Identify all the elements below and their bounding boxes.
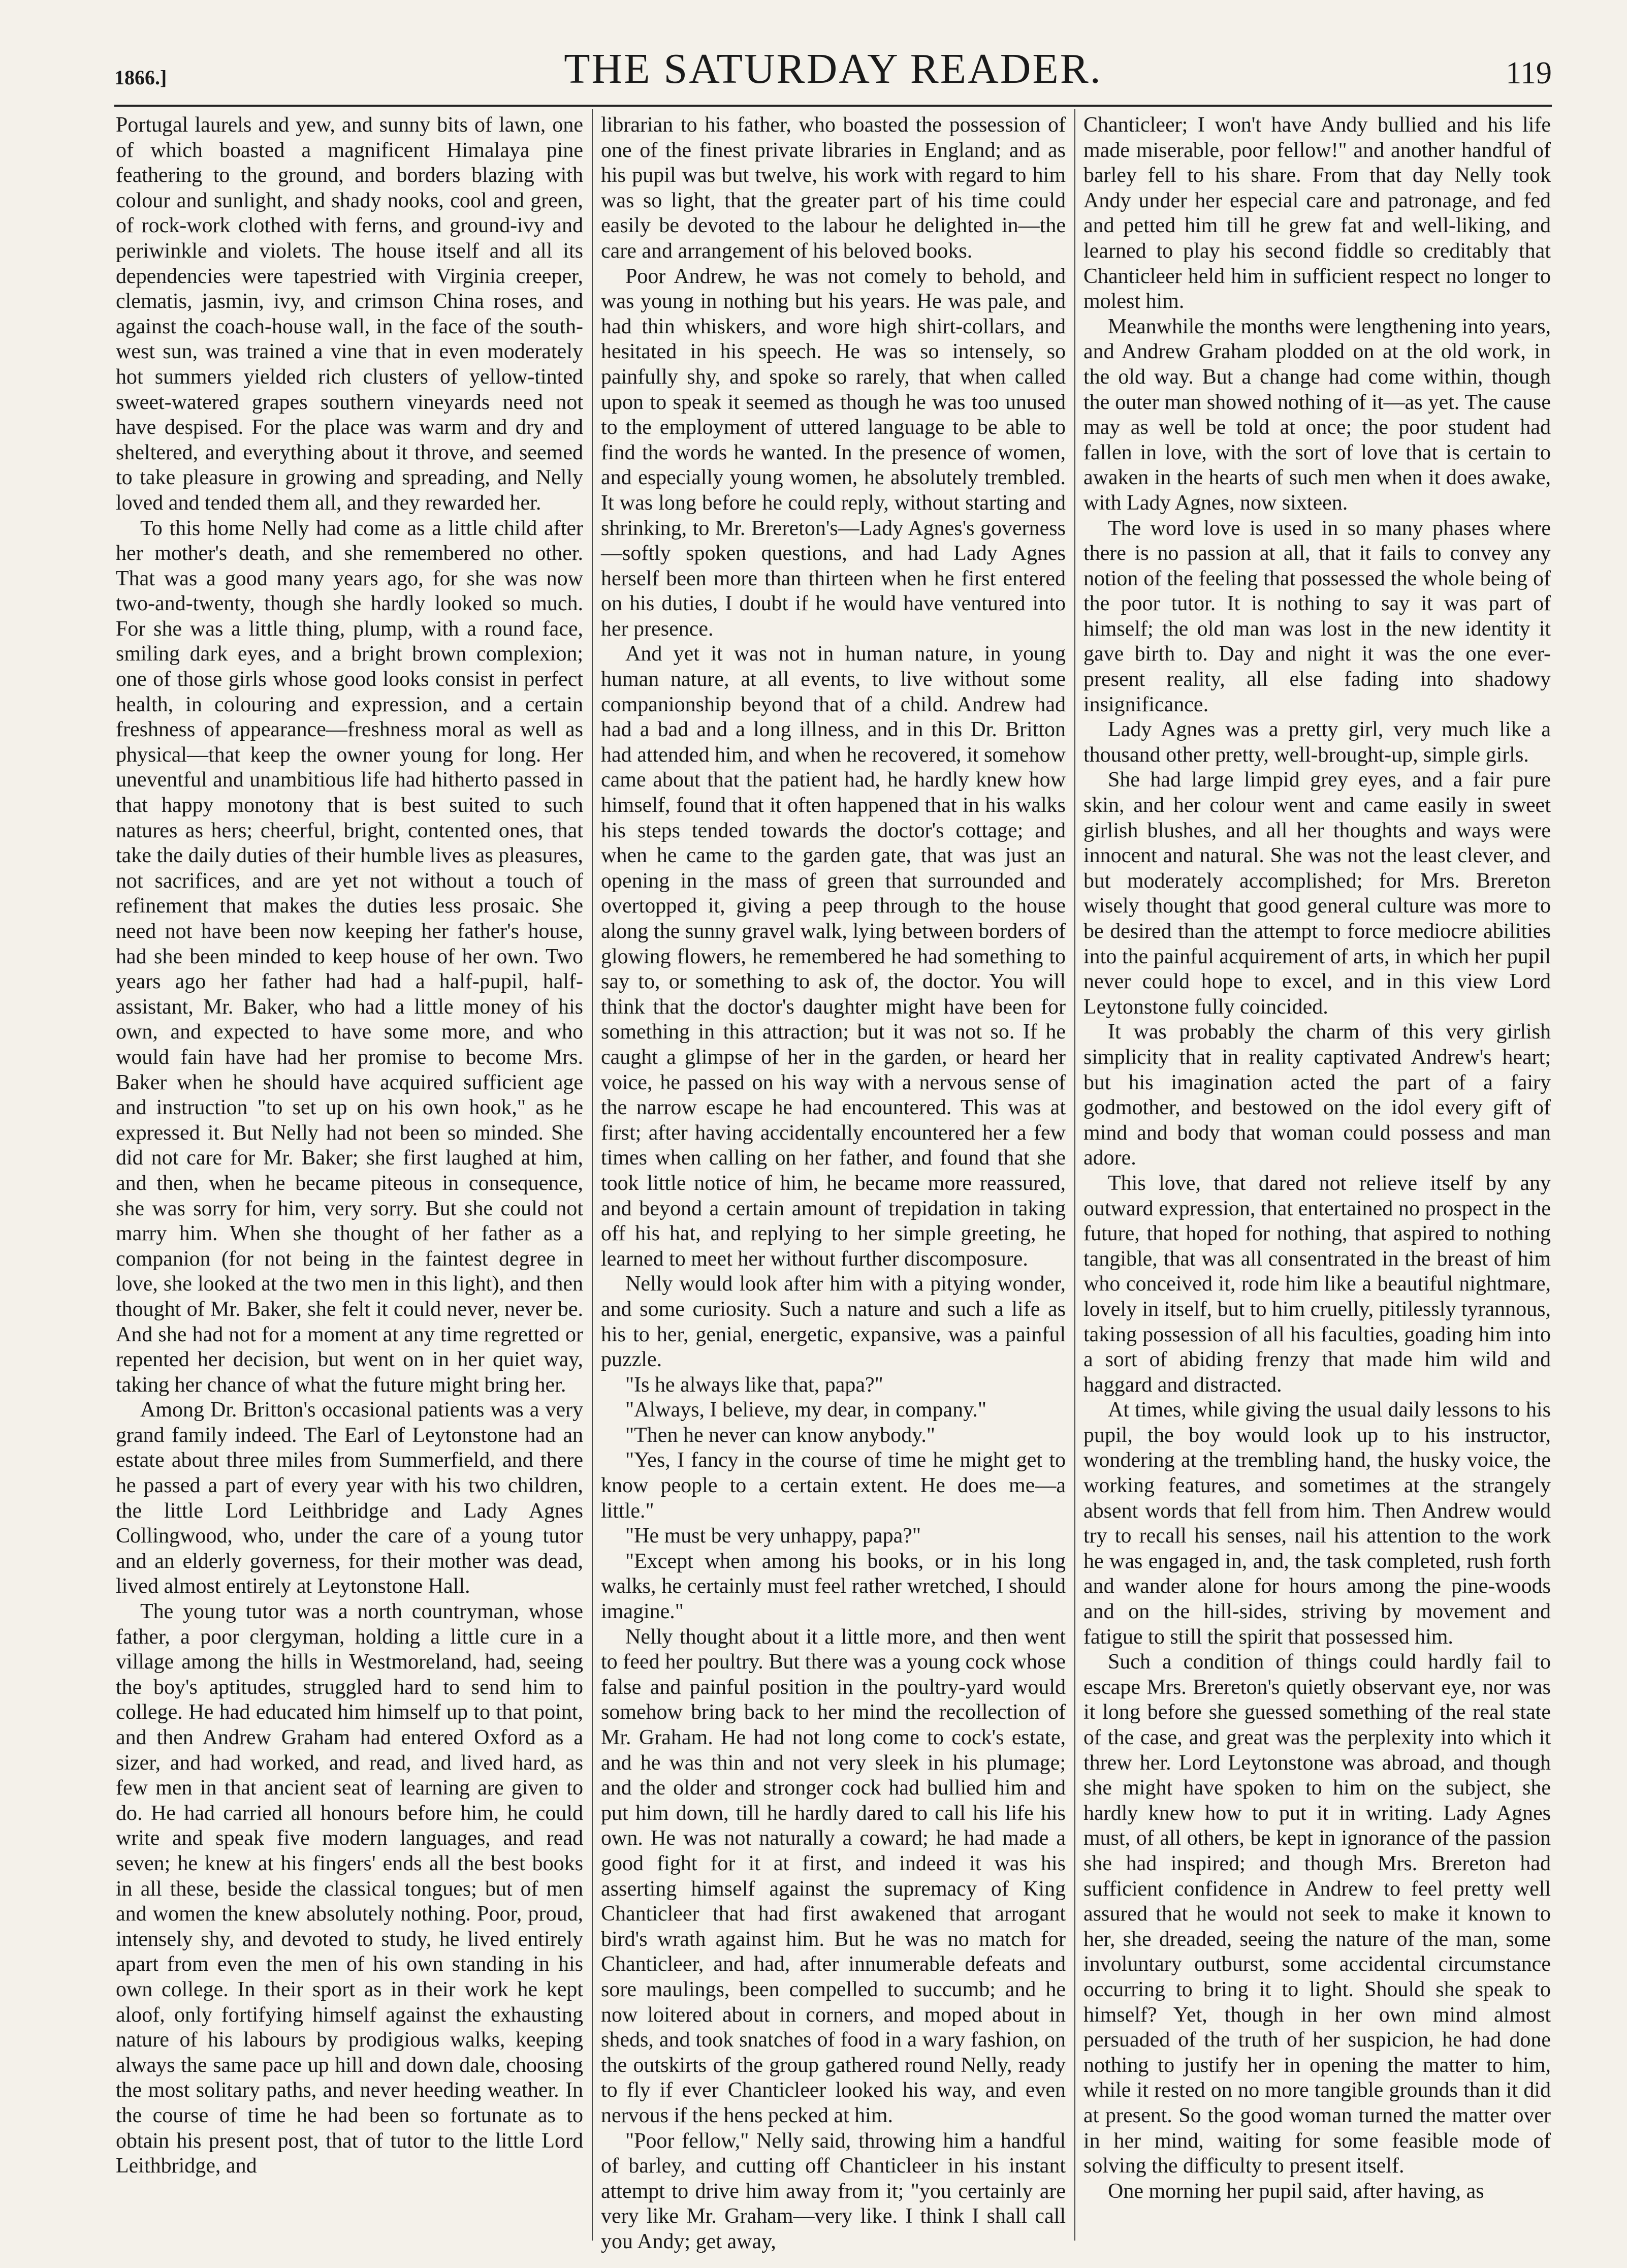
paragraph: Chanticleer; I won't have Andy bullied and his life made miserable, poor fellow!" and another handful of barley fell to his share. From that day Nelly took Andy under her especial care and patronage, and fed and petted him till he grew fat and well-liking, and learned to play his second fiddle so creditably that Chanticleer held him in sufficient respect no longer to molest him. xyxy=(1083,113,1551,313)
paragraph: Nelly would look after him with a pitying wonder, and some curiosity. Such a nature and such a life as his to her, genial, energetic, expansive, was a painful puzzle. xyxy=(601,1272,1066,1372)
paragraph: "Poor fellow," Nelly said, throwing him a handful of barley, and cutting off Chanticleer in his instant attempt to drive him away from it; "you certainly are very like Mr. Graham—very like. I think I shall call you Andy; get away, xyxy=(601,2129,1066,2253)
paragraph: It was probably the charm of this very girlish simplicity that in reality captivated Andrew's heart; but his imagination acted the part of a fairy godmother, and bestowed on the idol every gift of mind and body that woman could possess and man adore. xyxy=(1083,1020,1551,1170)
paragraph: This love, that dared not relieve itself by any outward expression, that entertained no prospect in the future, that hoped for nothing, that aspired to nothing tangible, that was all consentrated in the breast of him who conceived it, rode him like a beautiful nightmare, lovely in itself, but to him cruelly, pitilessly tyrannous, taking possession of all his faculties, goading him into a sort of abiding frenzy that made him wild and haggard and distracted. xyxy=(1083,1171,1551,1397)
paragraph: Nelly thought about it a little more, and then went to feed her poultry. But there was a young cock whose false and painful position in the poultry-yard would somehow bring back to her mind the recollection of Mr. Graham. He had not long come to cock's estate, and he was thin and not very sleek in his plumage; and the older and stronger cock had bullied him and put him down, till he hardly dared to call his life his own. He was not naturally a coward; he had made a good fight for it at first, and indeed it was his asserting himself against the supremacy of King Chanticleer that had first awakened that arrogant bird's wrath against him. But he was no match for Chanticleer, and had, after innumerable defeats and sore maulings, been compelled to succumb; and he now loitered about in corners, and moped about in sheds, and took snatches of food in a wary fashion, on the outskirts of the group gathered round Nelly, ready to fly if ever Chanticleer looked his way, and even nervous if the hens pecked at him. xyxy=(601,1625,1066,2127)
dialogue-line: "He must be very unhappy, papa?" xyxy=(625,1524,921,1548)
column-divider xyxy=(1074,109,1075,2241)
text-column-1 xyxy=(116,113,583,2236)
column-divider xyxy=(592,109,593,2241)
dialogue-line: "Always, I believe, my dear, in company." xyxy=(625,1398,987,1422)
paragraph: The young tutor was a north countryman, whose father, a poor clergyman, holding a little cure in a village among the hills in Westmoreland, had, seeing the boy's aptitudes, struggled hard to send him to college. He had educated him himself up to that point, and then Andrew Graham had entered Oxford as a sizer, and had worked, and read, and lived hard, as few men in that ancient seat of learning are given to do. He had carried all honours before him, he could write and speak five modern languages, and read seven; he knew at his fingers' ends all the best books in all these, beside the classical tongues; but of men and women the knew absolutely nothing. Poor, proud, intensely shy, and devoted to study, he lived entirely apart from even the men of his own standing in his own college. In their sport as in their work he kept aloof, only fortifying himself against the exhausting nature of his labours by prodigious walks, keeping always the same pace up hill and down dale, choosing the most solitary paths, and never heeding weather. In the course of time he had been so fortunate as to obtain his present post, that of tutor to the little Lord Leithbridge, and xyxy=(116,1600,583,2178)
paragraph: Portugal laurels and yew, and sunny bits of lawn, one of which boasted a magnificent Himalaya pine feathering to the ground, and borders blazing with colour and sunlight, and shady nooks, cool and green, of rock-work clothed with ferns, and ground-ivy and periwinkle and violets. The house itself and all its dependencies were tapestried with Virginia creeper, clematis, jasmin, ivy, and crimson China roses, and against the coach-house wall, in the face of the south-west sun, was trained a vine that in even moderately hot summers yielded rich clusters of yellow-tinted sweet-watered grapes southern vineyards need not have despised. For the place was warm and dry and sheltered, and everything about it throve, and seemed to take pleasure in growing and spreading, and Nelly loved and tended them all, and they rewarded her. xyxy=(116,113,583,515)
text-column-2 xyxy=(601,113,1066,2253)
paragraph: Among Dr. Britton's occasional patients was a very grand family indeed. The Earl of Leytonstone had an estate about three miles from Summerfield, and there he passed a part of every year with his two children, the little Lord Leithbridge and Lady Agnes Collingwood, who, under the care of a young tutor and an elderly governess, for their mother was dead, lived almost entirely at Leytonstone Hall. xyxy=(116,1398,583,1598)
paragraph: Lady Agnes was a pretty girl, very much like a thousand other pretty, well-brought-up, simple girls. xyxy=(1083,718,1551,767)
page-header xyxy=(114,41,1552,107)
paragraph: The word love is used in so many phases where there is no passion at all, that it fails to convey any notion of the feeling that possessed the whole being of the poor tutor. It is nothing to say it was part of himself; the old man was lost in the new identity it gave birth to. Day and night it was the one ever-present reality, all else fading into shadowy insignificance. xyxy=(1083,516,1551,716)
page-number: 119 xyxy=(1506,56,1552,90)
dialogue-line: "Yes, I fancy in the course of time he might get to know people to a certain extent. He does me—a little." xyxy=(601,1448,1066,1523)
dialogue-line: "Except when among his books, or in his long walks, he certainly must feel rather wretched, I should imagine." xyxy=(601,1549,1066,1624)
paragraph: And yet it was not in human nature, in young human nature, at all events, to live without some companionship beyond that of a child. Andrew had had a bad and a long illness, and in this Dr. Britton had attended him, and when he recovered, it somehow came about that the patient had, he hardly knew how himself, found that it often happened that in his walks his steps tended towards the doctor's cottage; and when he came to the garden gate, that was just an opening in the mass of green that surrounded and overtopped it, giving a peep through to the house along the sunny gravel walk, lying between borders of glowing flowers, he remembered he had something to say to, or something to ask of, the doctor. You will think that the doctor's daughter might have been for something in this attraction; but it was not so. If he caught a glimpse of her in the garden, or heard her voice, he passed on his way with a nervous sense of the narrow escape he had encountered. This was at first; after having accidentally encountered her a few times when calling on her father, and found that she took little notice of him, he became more reassured, and beyond a certain amount of trepidation in taking off his hat, and replying to her simple greeting, he learned to meet her without further discomposure. xyxy=(601,642,1066,1271)
paragraph: At times, while giving the usual daily lessons to his pupil, the boy would look up to his instructor, wondering at the trembling hand, the husky voice, the working features, and sometimes at the strangely absent words that fell from him. Then Andrew would try to recall his senses, nail his attention to the work he was engaged in, and, the task completed, rush forth and wander alone for hours among the pine-woods and on the hill-sides, striving by movement and fatigue to still the spirit that possessed him. xyxy=(1083,1398,1551,1649)
dialogue-line: "Then he never can know anybody." xyxy=(625,1423,936,1447)
dialogue-line: "Is he always like that, papa?" xyxy=(625,1373,883,1397)
paragraph: Poor Andrew, he was not comely to behold, and was young in nothing but his years. He was pale, and had thin whiskers, and wore high shirt-collars, and hesitated in his speech. He was so intensely, so painfully shy, and spoke so rarely, that when called upon to speak it seemed as though he was too unused to the employment of uttered language to be able to find the words he wanted. In the presence of women, and especially young women, he absolutely trembled. It was long before he could reply, without starting and shrinking, to Mr. Brereton's—Lady Agnes's governess—softly spoken questions, and had Lady Agnes herself been more than thirteen when he first entered on his duties, I doubt if he would have ventured into her presence. xyxy=(601,264,1066,641)
paragraph: Meanwhile the months were lengthening into years, and Andrew Graham plodded on at the old work, in the old way. But a change had come within, though the outer man showed nothing of it—as yet. The cause may as well be told at once; the poor student had fallen in love, with the sort of love that is certain to awaken in the hearts of such men when it does awake, with Lady Agnes, now sixteen. xyxy=(1083,314,1551,515)
issue-date: 1866.] xyxy=(114,66,167,89)
paragraph: librarian to his father, who boasted the possession of one of the finest private libraries in England; and as his pupil was but twelve, his work with regard to him was so light, that the greater part of his time could easily be devoted to the labour he delighted in—the care and arrangement of his beloved books. xyxy=(601,113,1066,263)
masthead-title: THE SATURDAY READER. xyxy=(564,45,1102,92)
paragraph: One morning her pupil said, after having, as xyxy=(1108,2179,1484,2203)
paragraph: To this home Nelly had come as a little child after her mother's death, and she remembered no other. That was a good many years ago, for she was now two-and-twenty, though she hardly looked so much. For she was a little thing, plump, with a round face, smiling dark eyes, and a bright brown complexion; one of those girls whose good looks consist in perfect health, in colouring and expression, and a certain freshness of appearance—freshness moral as well as physical—that keep the owner young for long. Her uneventful and unambitious life had hitherto passed in that happy monotony that is best suited to such natures as hers; cheerful, bright, contented ones, that take the daily duties of their humble lives as pleasures, not sacrifices, and are yet not without a touch of refinement that makes the duties less prosaic. She need not have been now keeping her father's house, had she been minded to keep house of her own. Two years ago her father had had a half-pupil, half-assistant, Mr. Baker, who had a little money of his own, and expected to have some more, and who would fain have had her promise to become Mrs. Baker when he should have acquired sufficient age and instruction "to set up on his own hook," as he expressed it. But Nelly had not been so minded. She did not care for Mr. Baker; she first laughed at him, and then, when he became piteous in consequence, she was sorry for him, very sorry. But she could not marry him. When she thought of her father as a companion (for not being in the faintest degree in love, she looked at the two men in this light), and then thought of Mr. Baker, she felt it could never, never be. And she had not for a moment at any time regretted or repented her decision, but went on in her quiet way, taking her chance of what the future might bring her. xyxy=(116,516,583,1397)
text-column-3 xyxy=(1083,113,1551,2236)
paragraph: She had large limpid grey eyes, and a fair pure skin, and her colour went and came easily in sweet girlish blushes, and all her thoughts and ways were innocent and natural. She was not the least clever, and but moderately accomplished; for Mrs. Brereton wisely thought that good general culture was more to be desired than the attempt to force mediocre abilities into the painful acquirement of arts, in which her pupil never could hope to excel, and in this view Lord Leytonstone fully coincided. xyxy=(1083,768,1551,1019)
paragraph: Such a condition of things could hardly fail to escape Mrs. Brereton's quietly observant eye, nor was it long before she guessed something of the real state of the case, and great was the perplexity into which it threw her. Lord Leytonstone was abroad, and though she might have spoken to him on the subject, she hardly knew how to put it in writing. Lady Agnes must, of all others, be kept in ignorance of the passion she had inspired; and though Mrs. Brereton had sufficient confidence in Andrew to feel pretty well assured that he would not seek to make it known to her, she dreaded, seeing the nature of the man, some involuntary outburst, some accidental circumstance occurring to bring it to light. Should she speak to himself? Yet, though in her own mind almost persuaded of the truth of her suspicion, he had done nothing to justify her in opening the matter to him, while it rested on no more tangible grounds than it did at present. So the good woman turned the matter over in her mind, waiting for some feasible mode of solving the difficulty to present itself. xyxy=(1083,1650,1551,2178)
header-rule xyxy=(114,105,1552,107)
